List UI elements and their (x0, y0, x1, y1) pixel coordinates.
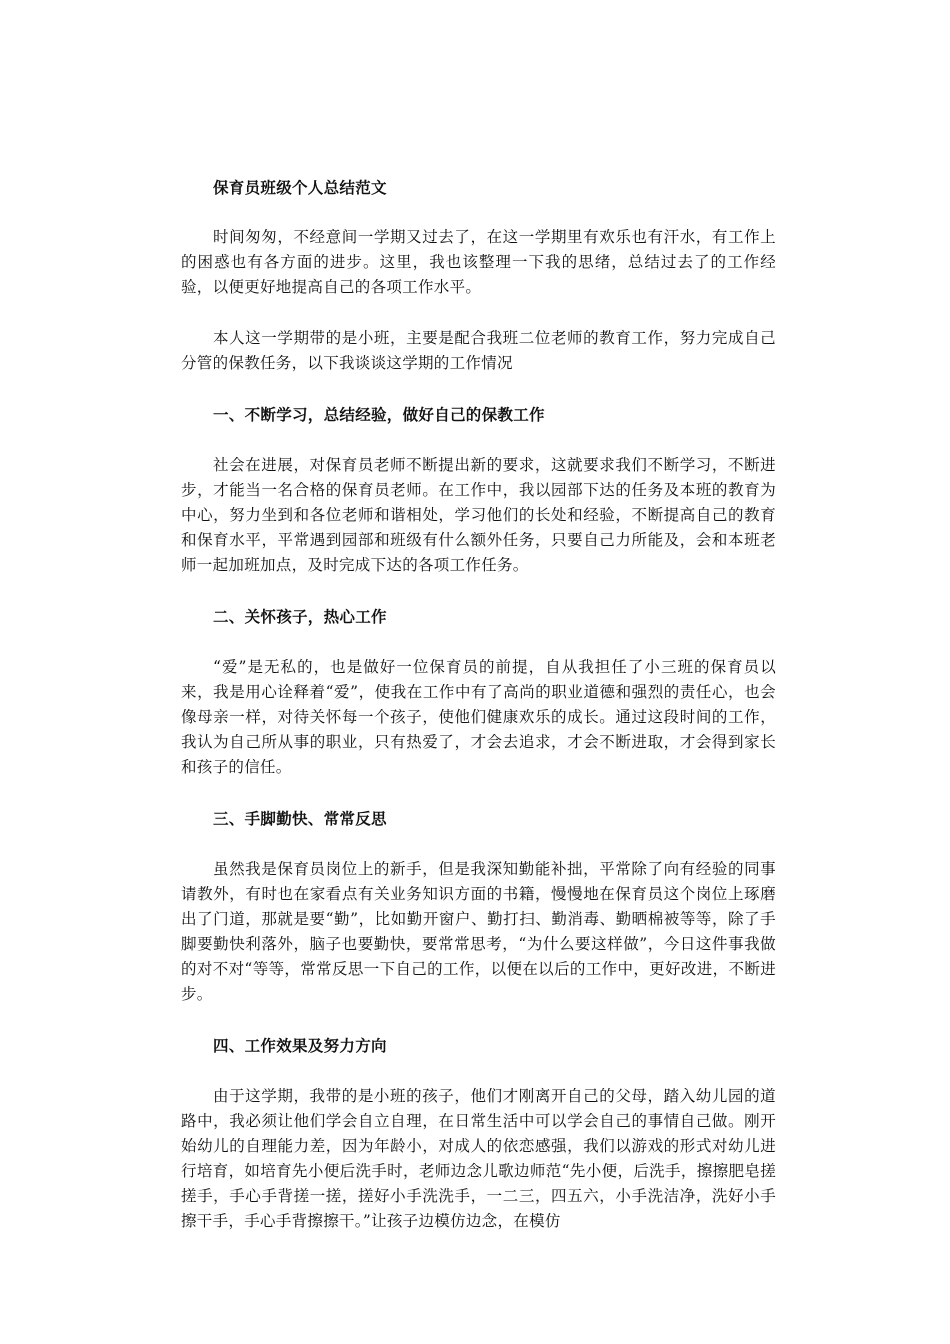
spacer (181, 831, 776, 857)
section-text-1: 社会在进展，对保育员老师不断提出新的要求，这就要求我们不断学习，不断进步，才能当一名合格的保育员老师。在工作中，我以园部下达的任务及本班的教育为中心，努力坐到和各位老师和谐相处，学习他们的长处和经验，不断提高自己的教育和保育水平，平常遇到园部和班级有什么额外任务，只要自己力所能及，会和本班老师一起加班加点，及时完成下达的各项工作任务。 (181, 456, 776, 574)
intro-paragraph-2: 本人这一学期带的是小班，主要是配合我班二位老师的教育工作，努力完成自己分管的保教任务，以下我谈谈这学期的工作情况 (181, 329, 776, 372)
spacer (181, 578, 776, 604)
spacer (181, 1058, 776, 1084)
section-heading-1: 一、不断学习，总结经验，做好自己的保教工作 (213, 405, 545, 424)
intro-paragraph-1: 时间匆匆，不经意间一学期又过去了，在这一学期里有欢乐也有汗水，有工作上的困惑也有各方面的进步。这里，我也该整理一下我的思绪，总结过去了的工作经验，以便更好地提高自己的各项工作水平。 (181, 228, 776, 296)
section-text-3: 虽然我是保育员岗位上的新手，但是我深知勤能补拙，平常除了向有经验的同事请教外，有时也在家看点有关业务知识方面的书籍，慢慢地在保育员这个岗位上琢磨出了门道，那就是要“勤”，比如勤开窗户、勤打扫、勤消毒、勤晒棉被等等，除了手脚要勤快利落外，脑子也要勤快，要常常思考，“为什么要这样做”，今日这件事我做的对不对“等等，常常反思一下自己的工作，以便在以后的工作中，更好改进，不断进步。 (181, 860, 776, 1003)
section-heading-3: 三、手脚勤快、常常反思 (213, 809, 387, 828)
spacer (181, 300, 776, 326)
section-heading-4: 四、工作效果及努力方向 (213, 1036, 387, 1055)
section-text-2: “爱”是无私的，也是做好一位保育员的前提，自从我担任了小三班的保育员以来，我是用心诠释着“爱”，使我在工作中有了高尚的职业道德和强烈的责任心，也会像母亲一样，对待关怀每一个孩子，使他们健康欢乐的成长。通过这段时间的工作，我认为自己所从事的职业，只有热爱了，才会去追求，才会不断进取，才会得到家长和孩子的信任。 (181, 658, 776, 776)
spacer (181, 780, 776, 806)
spacer (181, 376, 776, 402)
spacer (181, 1007, 776, 1033)
spacer (181, 427, 776, 453)
spacer (181, 200, 776, 225)
spacer (181, 629, 776, 655)
section-heading-2: 二、关怀孩子，热心工作 (213, 607, 387, 626)
document-title: 保育员班级个人总结范文 (213, 178, 387, 197)
document-page (181, 175, 776, 1234)
section-text-4: 由于这学期，我带的是小班的孩子，他们才刚离开自己的父母，踏入幼儿园的道路中，我必须让他们学会自立自理，在日常生活中可以学会自己的事情自己做。刚开始幼儿的自理能力差，因为年龄小，对成人的依恋感强，我们以游戏的形式对幼儿进行培育，如培育先小便后洗手时，老师边念儿歌边师范“先小便，后洗手，擦擦肥皂搓搓手，手心手背搓一搓，搓好小手洗洗手，一二三，四五六，小手洗洁净，洗好小手擦干手，手心手背擦擦干。”让孩子边模仿边念，在模仿 (181, 1087, 776, 1230)
